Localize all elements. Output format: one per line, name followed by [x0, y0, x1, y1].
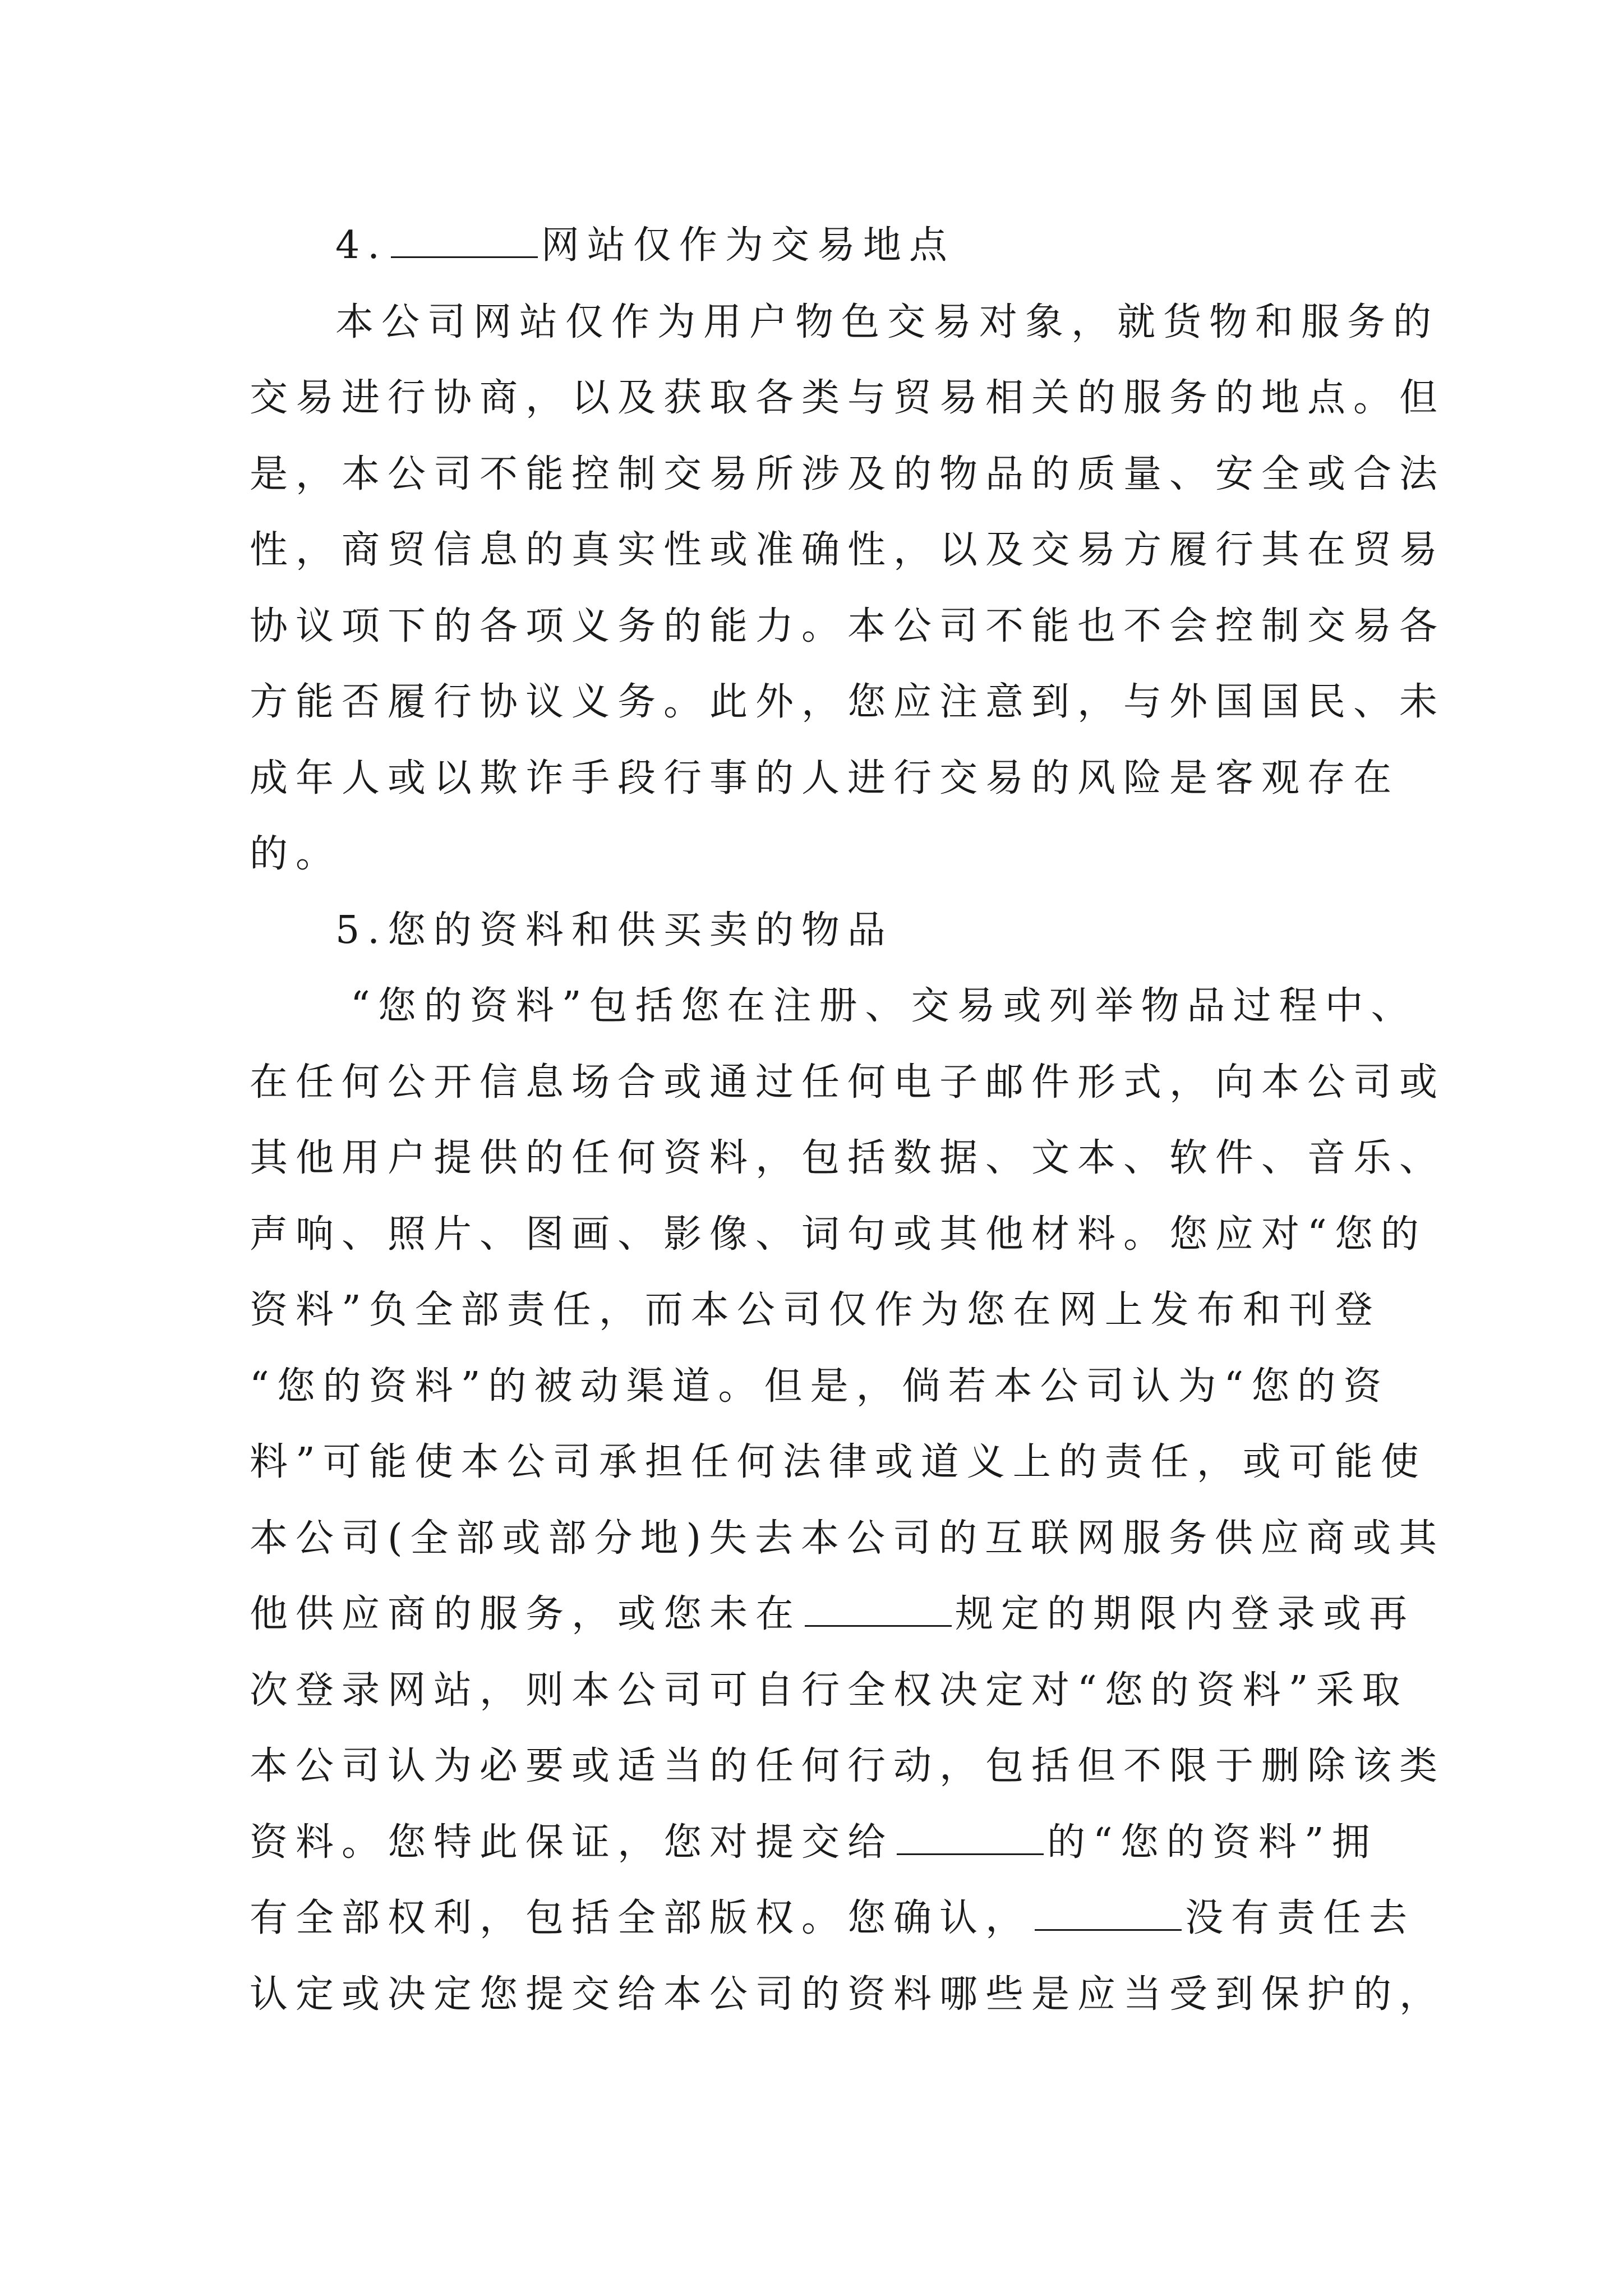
section-4-heading [335, 218, 955, 274]
paragraph-line: 料”可能使本公司承担任何法律或道义上的责任，或可能使 [250, 1440, 1427, 1484]
text-fragment: 他供应商的服务，或您未在 [250, 1592, 802, 1636]
paragraph-line: 声响、照片、图画、影像、词句或其他材料。您应对“您的 [250, 1212, 1427, 1257]
blank-underline [897, 1820, 1044, 1855]
paragraph-line [250, 1586, 1415, 1642]
text-fragment: 资料。您特此保证，您对提交给 [250, 1820, 894, 1865]
blank-underline [805, 1591, 952, 1627]
text-fragment: 有全部权利，包括全部版权。您确认， [250, 1896, 1032, 1940]
paragraph-line: 成年人或以欺诈手段行事的人进行交易的风险是客观存在 [250, 756, 1400, 800]
paragraph-line: 性，商贸信息的真实性或准确性，以及交易方履行其在贸易 [250, 528, 1446, 572]
text-fragment: 没有责任去 [1185, 1896, 1415, 1940]
paragraph-line: 本公司网站仅作为用户物色交易对象，就货物和服务的 [335, 300, 1440, 344]
paragraph-line: “您的资料”的被动渠道。但是，倘若本公司认为“您的资 [250, 1364, 1390, 1409]
paragraph-line: 本公司(全部或部分地)失去本公司的互联网服务供应商或其 [250, 1516, 1445, 1561]
paragraph-line [250, 1890, 1415, 1947]
paragraph-line: “您的资料”包括您在注册、交易或列举物品过程中、 [351, 984, 1417, 1028]
section-4-title: 网站仅作为交易地点 [541, 223, 955, 268]
paragraph-line: 认定或决定您提交给本公司的资料哪些是应当受到保护的， [250, 1972, 1446, 2017]
paragraph-line: 是，本公司不能控制交易所涉及的物品的质量、安全或合法 [250, 452, 1446, 496]
paragraph-line: 资料”负全部责任，而本公司仅作为您在网上发布和刊登 [250, 1288, 1381, 1332]
paragraph-line: 在任何公开信息场合或通过任何电子邮件形式，向本公司或 [250, 1060, 1446, 1105]
paragraph-line: 本公司认为必要或适当的任何行动，包括但不限于删除该类 [250, 1744, 1446, 1788]
paragraph-line: 次登录网站，则本公司可自行全权决定对“您的资料”采取 [250, 1668, 1408, 1713]
blank-underline [1035, 1895, 1182, 1931]
paragraph-line: 协议项下的各项义务的能力。本公司不能也不会控制交易各 [250, 604, 1446, 648]
paragraph-line: 交易进行协商，以及获取各类与贸易相关的服务的地点。但 [250, 376, 1446, 420]
paragraph-line: 其他用户提供的任何资料，包括数据、文本、软件、音乐、 [250, 1136, 1446, 1180]
paragraph-line: 的。 [250, 832, 342, 876]
paragraph-line [250, 1815, 1378, 1871]
section-5-heading: 5.您的资料和供买卖的物品 [335, 908, 893, 953]
text-fragment: 的“您的资料”拥 [1047, 1820, 1378, 1865]
text-fragment: 规定的期限内登录或再 [955, 1592, 1415, 1636]
section-4-number: 4. [335, 223, 388, 268]
paragraph-line: 方能否履行协议义务。此外，您应注意到，与外国国民、未 [250, 680, 1446, 724]
blank-underline [391, 223, 538, 258]
